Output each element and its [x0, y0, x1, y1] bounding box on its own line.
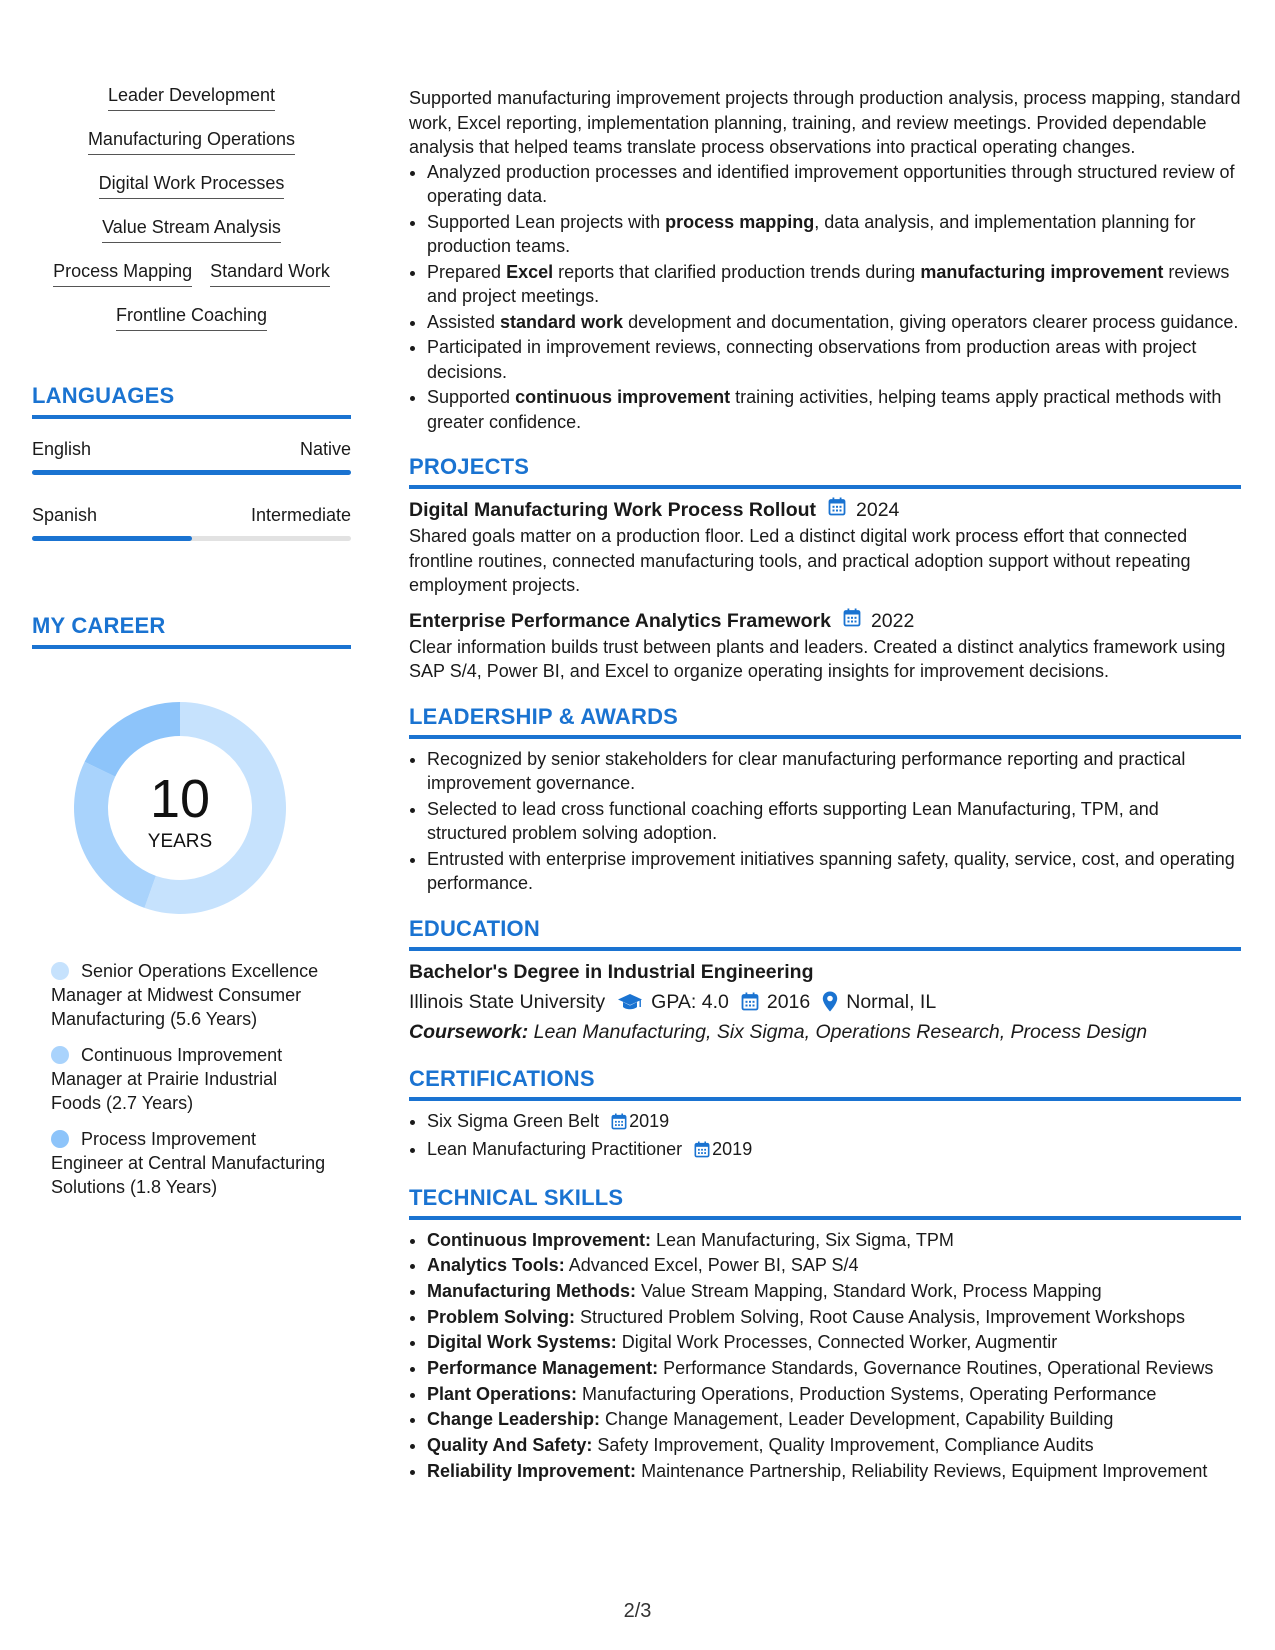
legend-dot	[51, 1046, 69, 1064]
skill-tag: Value Stream Analysis	[102, 216, 281, 243]
technical-skills-list	[409, 1228, 1241, 1485]
skill-value: Safety Improvement, Quality Improvement, Compliance Audits	[597, 1435, 1094, 1456]
legend-dot	[51, 1130, 69, 1148]
skill-value: Structured Problem Solving, Root Cause Analysis, Improvement Workshops	[580, 1306, 1185, 1327]
leadership-list	[409, 747, 1241, 896]
experience-bullets	[409, 160, 1241, 435]
legend-dot	[51, 962, 69, 980]
certifications-heading: CERTIFICATIONS	[409, 1066, 1241, 1101]
skill-label: Plant Operations:	[427, 1383, 578, 1404]
experience-bullet: • Supported Lean projects with process mapping, data analysis, and implementation planning for production teams.	[427, 210, 1241, 259]
skill-item	[427, 1330, 1241, 1356]
career-total-years: 10	[149, 769, 211, 829]
career-role-text: Continuous Improvement Manager at Prairie Industrial Foods (2.7 Years)	[51, 1045, 283, 1113]
right-column	[409, 86, 1241, 1485]
skill-label: Change Leadership:	[427, 1409, 601, 1430]
education-year: 2016	[766, 990, 811, 1013]
career-role-text: Senior Operations Excellence Manager at Midwest Consumer Manufacturing (5.6 Years)	[51, 961, 319, 1029]
certification-year: 2019	[629, 1110, 670, 1131]
skill-label: Quality And Safety:	[427, 1435, 593, 1456]
skill-item	[427, 1228, 1241, 1254]
project-year: 2022	[870, 609, 915, 632]
calendar-icon	[694, 1140, 710, 1165]
certifications-list	[409, 1109, 1241, 1165]
language-proficiency-bar	[32, 470, 351, 475]
proficiency-fill	[32, 536, 192, 541]
certification-item	[427, 1137, 1241, 1165]
education-gpa: GPA: 4.0	[651, 990, 729, 1013]
graduation-cap-icon	[617, 992, 643, 1012]
skill-label: Continuous Improvement:	[427, 1229, 651, 1250]
education-degree: Bachelor's Degree in Industrial Engineering	[409, 960, 814, 983]
project-title: Digital Manufacturing Work Process Rollout	[409, 499, 817, 521]
skill-label: Digital Work Systems:	[427, 1332, 617, 1353]
experience-bullet: • Prepared Excel reports that clarified production trends during manufacturing improvement reviews and project meetings.	[427, 260, 1241, 309]
skill-value: Advanced Excel, Power BI, SAP S/4	[568, 1255, 859, 1276]
experience-bullet: • Analyzed production processes and identified improvement opportunities through structured review of operating data.	[427, 160, 1241, 209]
project-item	[409, 608, 1241, 684]
calendar-icon	[611, 1112, 627, 1137]
skill-value: Change Management, Leader Development, Capability Building	[605, 1409, 1114, 1430]
language-item	[32, 505, 351, 541]
project-description: Shared goals matter on a production floor. Led a distinct digital work process effort that connected frontline routines, connected manufacturing tools, and practical adoption support without repeating employment projects.	[409, 526, 1191, 595]
language-level: Native	[299, 439, 351, 459]
career-role	[51, 1127, 331, 1199]
skill-item	[427, 1433, 1241, 1459]
education-coursework	[409, 1018, 1241, 1046]
skill-value: Digital Work Processes, Connected Worker, Augmentir	[621, 1332, 1058, 1353]
skill-tag: Manufacturing Operations	[88, 128, 295, 155]
location-pin-icon	[822, 991, 838, 1012]
proficiency-fill	[32, 470, 351, 475]
projects-heading: PROJECTS	[409, 454, 1241, 489]
project-item	[409, 497, 1241, 598]
skill-item	[427, 1459, 1241, 1485]
language-name: English	[32, 439, 92, 459]
skill-label: Analytics Tools:	[427, 1255, 565, 1276]
left-column	[32, 84, 351, 1211]
skill-value: Manufacturing Operations, Production Systems, Operating Performance	[582, 1383, 1157, 1404]
experience-summary: Supported manufacturing improvement projects through production analysis, process mapping, standard work, Excel reporting, implementation planning, training, and review meetings. Provided dependable analysis that helped teams translate process observations into practical operating changes.	[409, 88, 1241, 157]
language-name: Spanish	[32, 505, 98, 525]
experience-bullet: • Supported continuous improvement training activities, helping teams apply practical methods with greater confidence.	[427, 385, 1241, 434]
leadership-item: • Entrusted with enterprise improvement initiatives spanning safety, quality, service, cost, and operating performance.	[427, 847, 1241, 896]
skill-tags	[32, 84, 351, 331]
education-details	[409, 986, 1241, 1018]
leadership-item: • Selected to lead cross functional coaching efforts supporting Lean Manufacturing, TPM, and structured problem solving adoption.	[427, 797, 1241, 846]
skill-label: Reliability Improvement:	[427, 1460, 637, 1481]
project-description: Clear information builds trust between plants and leaders. Created a distinct analytics framework using SAP S/4, Power BI, and Excel to organize operating insights for improvement decisions.	[409, 636, 1226, 681]
skill-value: Maintenance Partnership, Reliability Reviews, Equipment Improvement	[641, 1460, 1208, 1481]
skill-item	[427, 1279, 1241, 1305]
career-section	[32, 613, 351, 1199]
page-number: 2/3	[623, 1600, 652, 1622]
project-title: Enterprise Performance Analytics Framework	[409, 609, 831, 632]
language-item	[32, 439, 351, 475]
donut-segment	[85, 702, 180, 777]
career-heading: MY CAREER	[32, 613, 351, 649]
career-donut-chart	[67, 695, 293, 921]
skill-label: Performance Management:	[427, 1358, 659, 1379]
career-legend	[51, 959, 331, 1199]
skill-label: Problem Solving:	[427, 1306, 576, 1327]
career-total-unit: YEARS	[147, 831, 213, 852]
education-heading: EDUCATION	[409, 916, 1241, 951]
certification-item	[427, 1109, 1241, 1137]
skill-item	[427, 1253, 1241, 1279]
skill-tag: Leader Development	[108, 84, 275, 111]
project-year: 2024	[856, 499, 900, 521]
skill-item	[427, 1305, 1241, 1331]
experience-bullet: • Participated in improvement reviews, connecting observations from production areas with project decisions.	[427, 335, 1241, 384]
leadership-heading: LEADERSHIP & AWARDS	[409, 704, 1241, 739]
experience-bullet: • Assisted standard work development and documentation, giving operators clearer process guidance.	[427, 310, 1241, 335]
skill-item	[427, 1356, 1241, 1382]
skill-tag: Process Mapping	[53, 260, 192, 287]
career-role	[51, 959, 331, 1031]
leadership-item: • Recognized by senior stakeholders for clear manufacturing performance reporting and practical improvement governance.	[427, 747, 1241, 796]
skill-item	[427, 1382, 1241, 1408]
certification-name: Six Sigma Green Belt	[427, 1110, 600, 1131]
calendar-icon	[828, 497, 846, 523]
languages-section	[32, 383, 351, 541]
coursework-label: Coursework:	[409, 1020, 529, 1043]
language-proficiency-bar	[32, 536, 351, 541]
skill-label: Manufacturing Methods:	[427, 1280, 636, 1301]
skill-value: Lean Manufacturing, Six Sigma, TPM	[656, 1229, 954, 1250]
skill-value: Performance Standards, Governance Routines, Operational Reviews	[663, 1358, 1214, 1379]
career-role	[51, 1043, 331, 1115]
certification-year: 2019	[712, 1139, 753, 1159]
calendar-icon	[843, 608, 861, 634]
language-level: Intermediate	[250, 505, 351, 525]
skill-value: Value Stream Mapping, Standard Work, Process Mapping	[641, 1280, 1102, 1301]
technical-skills-heading: TECHNICAL SKILLS	[409, 1185, 1241, 1220]
certification-name: Lean Manufacturing Practitioner	[427, 1139, 683, 1159]
career-role-text: Process Improvement Engineer at Central Manufacturing Solutions (1.8 Years)	[51, 1129, 326, 1197]
languages-heading: LANGUAGES	[32, 383, 351, 419]
calendar-icon	[741, 992, 759, 1011]
skill-tag: Frontline Coaching	[116, 304, 267, 331]
skill-tag: Standard Work	[210, 260, 330, 287]
coursework-list: Lean Manufacturing, Six Sigma, Operations Research, Process Design	[533, 1020, 1148, 1043]
skill-tag: Digital Work Processes	[99, 172, 285, 199]
education-location: Normal, IL	[846, 990, 937, 1013]
education-school: Illinois State University	[409, 990, 606, 1013]
skill-item	[427, 1407, 1241, 1433]
